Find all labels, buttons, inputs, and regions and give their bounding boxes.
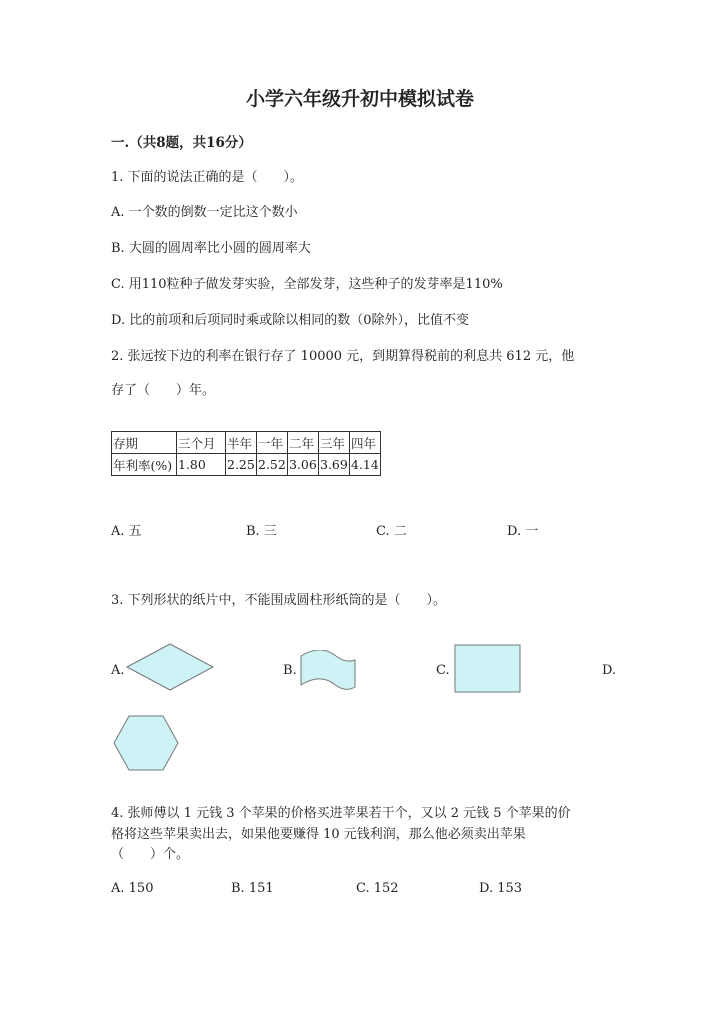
q4-stem-line2: 格将这些苹果卖出去，如果他要赚得 10 元钱利润，那么他必须卖出苹果 (111, 827, 526, 842)
table-cell: 二年 (288, 432, 319, 454)
q4-option-a: A. 150 (111, 881, 154, 896)
page-title: 小学六年级升初中模拟试卷 (245, 88, 474, 110)
q2-stem-line2: 存了（ ）年。 (111, 383, 216, 398)
q4-stem-line3: （ ）个。 (111, 847, 190, 862)
q2-option-d: D. 一 (507, 524, 539, 539)
table-row (112, 454, 381, 476)
q3-option-c-label: C. (436, 663, 450, 678)
table-cell: 3.69 (319, 454, 350, 476)
rectangle-shape (454, 644, 522, 694)
table-cell: 3.06 (288, 454, 319, 476)
q1-option-b: B. 大圆的圆周率比小圆的圆周率大 (111, 241, 311, 256)
table-cell: 半年 (226, 432, 257, 454)
q1-option-c: C. 用110粒种子做发芽实验，全部发芽，这些种子的发芽率是110% (111, 277, 503, 292)
q3-option-a-label: A. (111, 663, 125, 678)
q4-option-b: B. 151 (231, 881, 274, 896)
table-cell: 一年 (257, 432, 288, 454)
table-cell: 四年 (350, 432, 381, 454)
q3-option-b-label: B. (283, 663, 297, 678)
q1-option-d: D. 比的前项和后项同时乘或除以相同的数（0除外），比值不变 (111, 313, 469, 328)
table-cell: 2.25 (226, 454, 257, 476)
q1-stem: 1. 下面的说法正确的是（ ）。 (111, 170, 304, 185)
q2-option-b: B. 三 (246, 524, 277, 539)
q4-option-c: C. 152 (356, 881, 399, 896)
q4-option-d: D. 153 (479, 881, 523, 896)
q2-option-c: C. 二 (376, 524, 407, 539)
q3-option-d-label: D. (602, 663, 617, 678)
table-cell: 三个月 (177, 432, 226, 454)
interest-rate-table (111, 431, 381, 476)
section-heading: 一.（共8题，共16分） (111, 135, 252, 151)
q3-stem: 3. 下列形状的纸片中，不能围成圆柱形纸筒的是（ ）。 (111, 593, 447, 608)
q1-option-a: A. 一个数的倒数一定比这个数小 (111, 205, 298, 220)
wavy-flag-shape (298, 650, 358, 694)
table-header-row (112, 432, 381, 454)
q4-stem-line1: 4. 张师傅以 1 元钱 3 个苹果的价格买进苹果若干个，又以 2 元钱 5 个苹果的价 (111, 806, 571, 821)
table-cell: 1.80 (177, 454, 226, 476)
table-cell: 年利率(%) (112, 454, 177, 476)
table-cell: 2.52 (257, 454, 288, 476)
q2-option-a: A. 五 (111, 524, 142, 539)
rhombus-shape (124, 641, 216, 693)
hexagon-shape (111, 714, 181, 772)
table-cell: 三年 (319, 432, 350, 454)
table-cell: 4.14 (350, 454, 381, 476)
table-cell: 存期 (112, 432, 177, 454)
q2-stem-line1: 2. 张远按下边的利率在银行存了 10000 元，到期算得税前的利息共 612 元，他 (111, 349, 575, 364)
